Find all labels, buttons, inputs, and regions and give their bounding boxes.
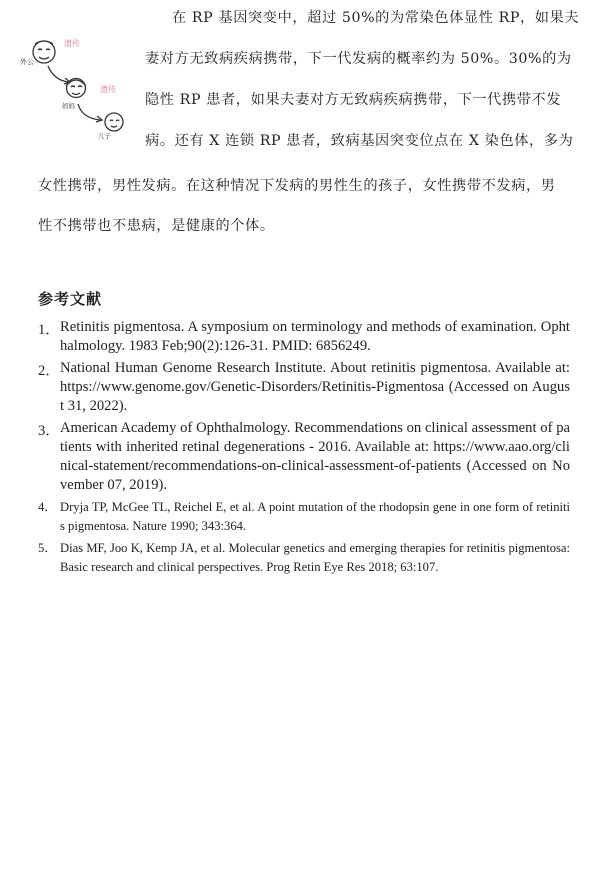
body-line-3: 隐性 RP 患者，如果夫妻对方无致病疾病携带，下一代携带不发: [145, 92, 562, 108]
reference-list: [38, 318, 570, 580]
reference-number: 5．: [38, 541, 57, 555]
reference-text: Dryja TP, McGee TL, Reichel E, et al. A point mutation of the rhodopsin gene in one form of retinitis pigmentosa. Nature 1990; 343:364.: [60, 500, 570, 533]
arrow-2: [78, 104, 100, 120]
illustration-label-inherit-1: 遗传: [64, 39, 80, 48]
body-line-6: 性不携带也不患病，是健康的个体。: [38, 218, 275, 234]
reference-number: 4．: [38, 500, 57, 514]
arrow-1: [48, 66, 68, 82]
reference-item-5: [38, 539, 570, 577]
reference-text: National Human Genome Research Institute. About retinitis pigmentosa. Available at: https://www.genome.gov/Genetic-Disorders/Retinitis-Pigmentosa (Accessed on August 31, 2022).: [60, 360, 570, 414]
reference-number: 3．: [38, 423, 60, 439]
grandfather-face-icon: [33, 41, 55, 63]
reference-text: Dias MF, Joo K, Kemp JA, et al. Molecular genetics and emerging therapies for retinitis pigmentosa: Basic research and clinical perspectives. Prog Retin Eye Res 2018; 63:107.: [60, 541, 570, 574]
body-line-1: 在 RP 基因突变中，超过 50%的为常染色体显性 RP，如果夫: [172, 10, 580, 26]
body-line-4: 病。还有 X 连锁 RP 患者，致病基因突变位点在 X 染色体，多为: [145, 133, 574, 149]
illustration-label-inherit-2: 遗传: [100, 85, 116, 94]
mother-face-icon: [66, 79, 86, 98]
illustration-label-grandfather: 外公: [20, 58, 34, 66]
references-heading: 参考文献: [38, 290, 103, 308]
reference-number: 2．: [38, 363, 60, 379]
heredity-cartoon-illustration: [18, 30, 136, 140]
reference-number: 1．: [38, 322, 60, 338]
reference-text: American Academy of Ophthalmology. Recommendations on clinical assessment of patients with inherited retinal degenerations - 2016. Available at: https://www.aao.org/clinical-statement/recommendations-on-clinical-assessment-of-patients (Accessed on November 07, 2019).: [60, 420, 570, 493]
reference-item-1: [38, 318, 570, 356]
illustration-label-mother: 妈妈: [62, 102, 75, 110]
illustration-label-son: 儿子: [98, 132, 111, 140]
reference-item-4: [38, 498, 570, 536]
reference-item-3: [38, 419, 570, 495]
body-line-2: 妻对方无致病疾病携带，下一代发病的概率约为 50%。30%的为: [145, 51, 572, 67]
son-face-icon: [105, 113, 123, 131]
reference-text: Retinitis pigmentosa. A symposium on terminology and methods of examination. Ophthalmology. 1983 Feb;90(2):126-31. PMID: 6856249.: [60, 319, 570, 354]
body-line-5: 女性携带，男性发病。在这种情况下发病的男性生的孩子，女性携带不发病，男: [38, 178, 556, 194]
reference-item-2: [38, 359, 570, 416]
